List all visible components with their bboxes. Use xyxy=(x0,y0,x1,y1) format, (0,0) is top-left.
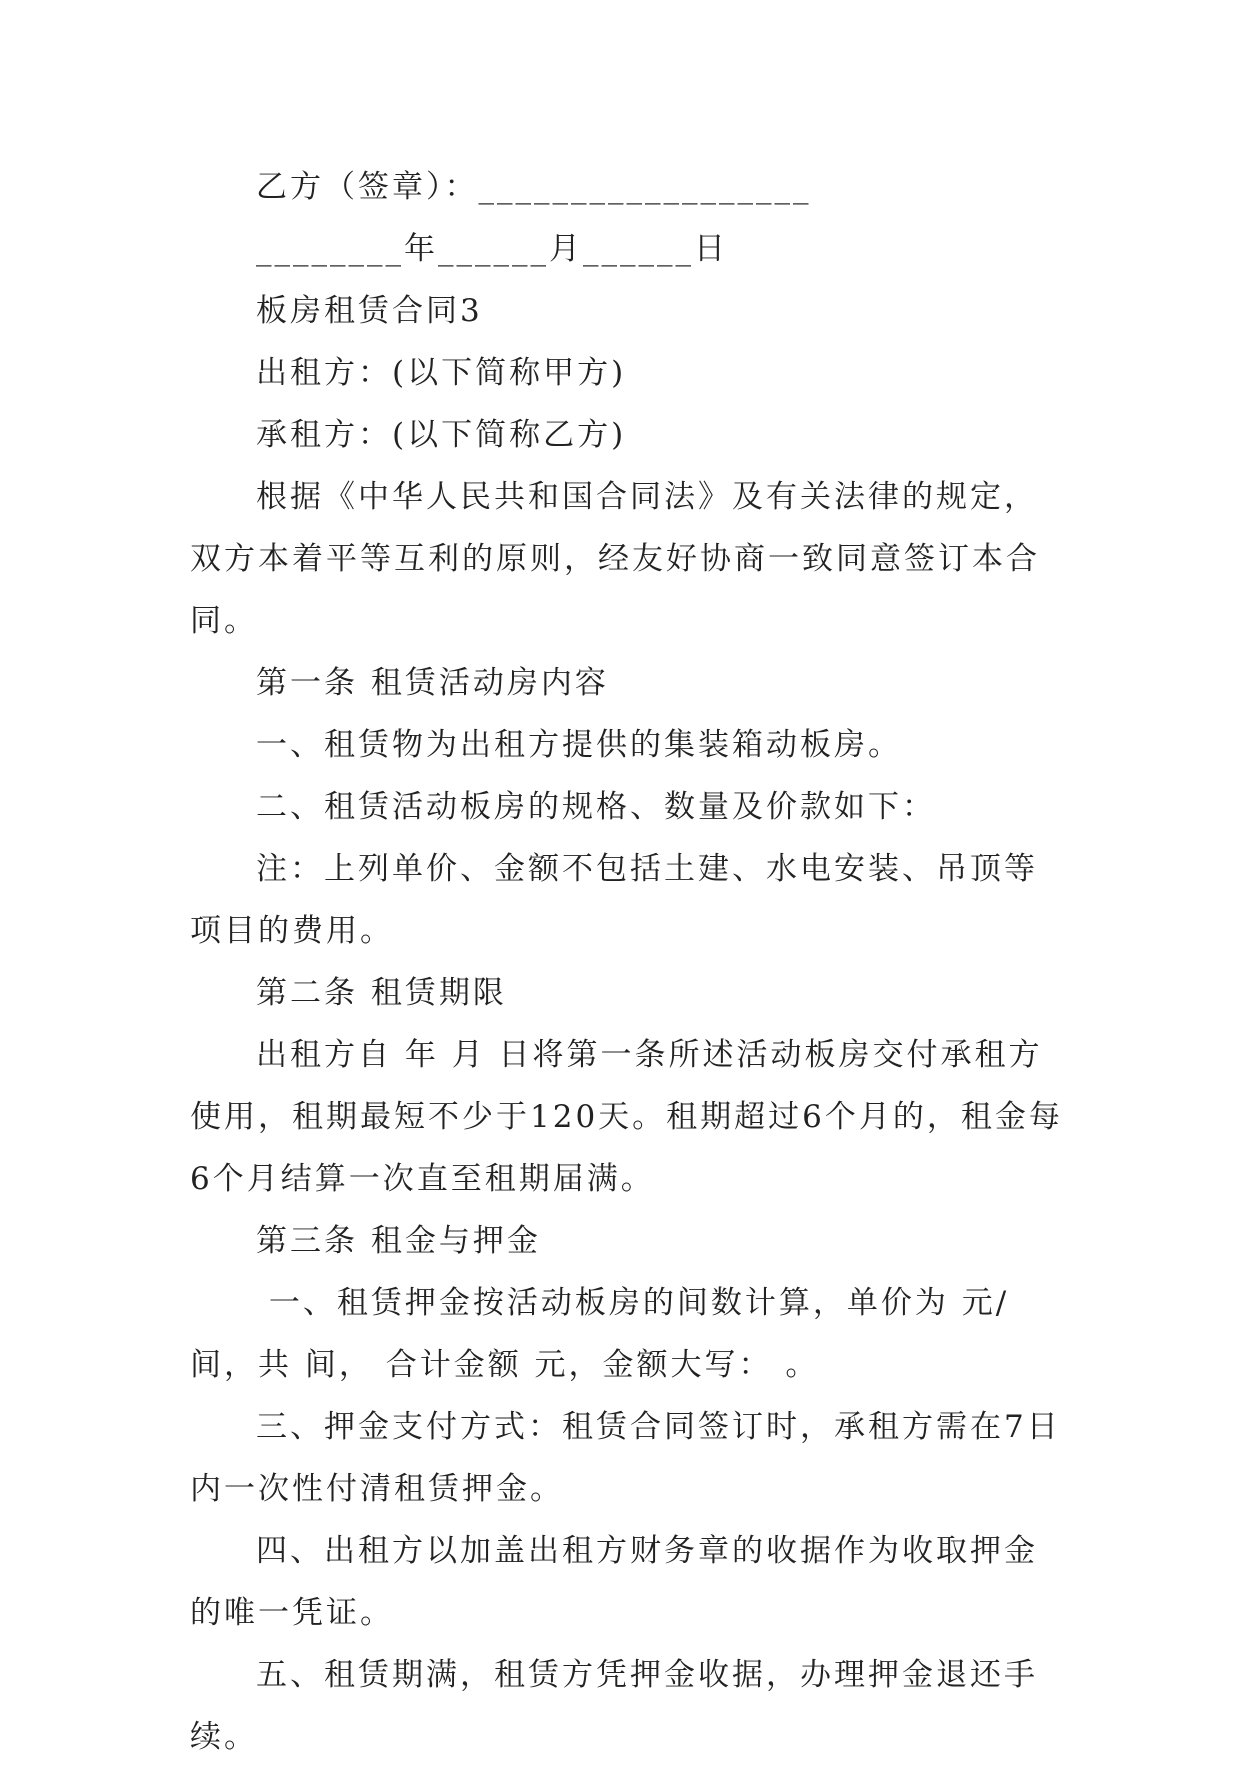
article-1-clause-2: 二、租赁活动板房的规格、数量及价款如下： xyxy=(256,789,936,825)
article-3-heading: 第三条 租金与押金 xyxy=(256,1223,541,1259)
article-3-clause-5: 五、租赁期满，租赁方凭押金收据，办理押金退还手续。 xyxy=(190,1657,1038,1755)
contract-title: 板房租赁合同3 xyxy=(256,293,483,329)
preamble-paragraph: 根据《中华人民共和国合同法》及有关法律的规定，双方本着平等互利的原则，经友好协商一致同意签订本合同。 xyxy=(190,479,1040,639)
article-3-clause-4: 四、出租方以加盖出租方财务章的收据作为收取押金的唯一凭证。 xyxy=(190,1533,1038,1631)
article-1-heading: 第一条 租赁活动房内容 xyxy=(256,665,609,701)
signature-line-party-b: 乙方（签章）：__________________ xyxy=(256,169,812,205)
article-3-clause-3: 三、押金支付方式：租赁合同签订时，承租方需在7日内一次性付清租赁押金。 xyxy=(190,1409,1061,1507)
document-body xyxy=(190,156,1070,1768)
signature-date-line: ________年______月______日 xyxy=(256,231,728,267)
lessee-line: 承租方：(以下简称乙方) xyxy=(256,417,627,453)
article-1-note: 注：上列单价、金额不包括土建、水电安装、吊顶等项目的费用。 xyxy=(190,851,1038,949)
lessor-line: 出租方：(以下简称甲方) xyxy=(256,355,627,391)
article-2-heading: 第二条 租赁期限 xyxy=(256,975,507,1011)
article-1-clause-1: 一、租赁物为出租方提供的集装箱动板房。 xyxy=(256,727,902,763)
article-3-clause-1: 一、租赁押金按活动板房的间数计算，单价为 元/间，共 间， 合计金额 元，金额大写： 。 xyxy=(190,1285,1010,1383)
article-2-body: 出租方自 年 月 日将第一条所述活动板房交付承租方使用，租期最短不少于120天。租期超过6个月的，租金每6个月结算一次直至租期届满。 xyxy=(190,1037,1063,1197)
